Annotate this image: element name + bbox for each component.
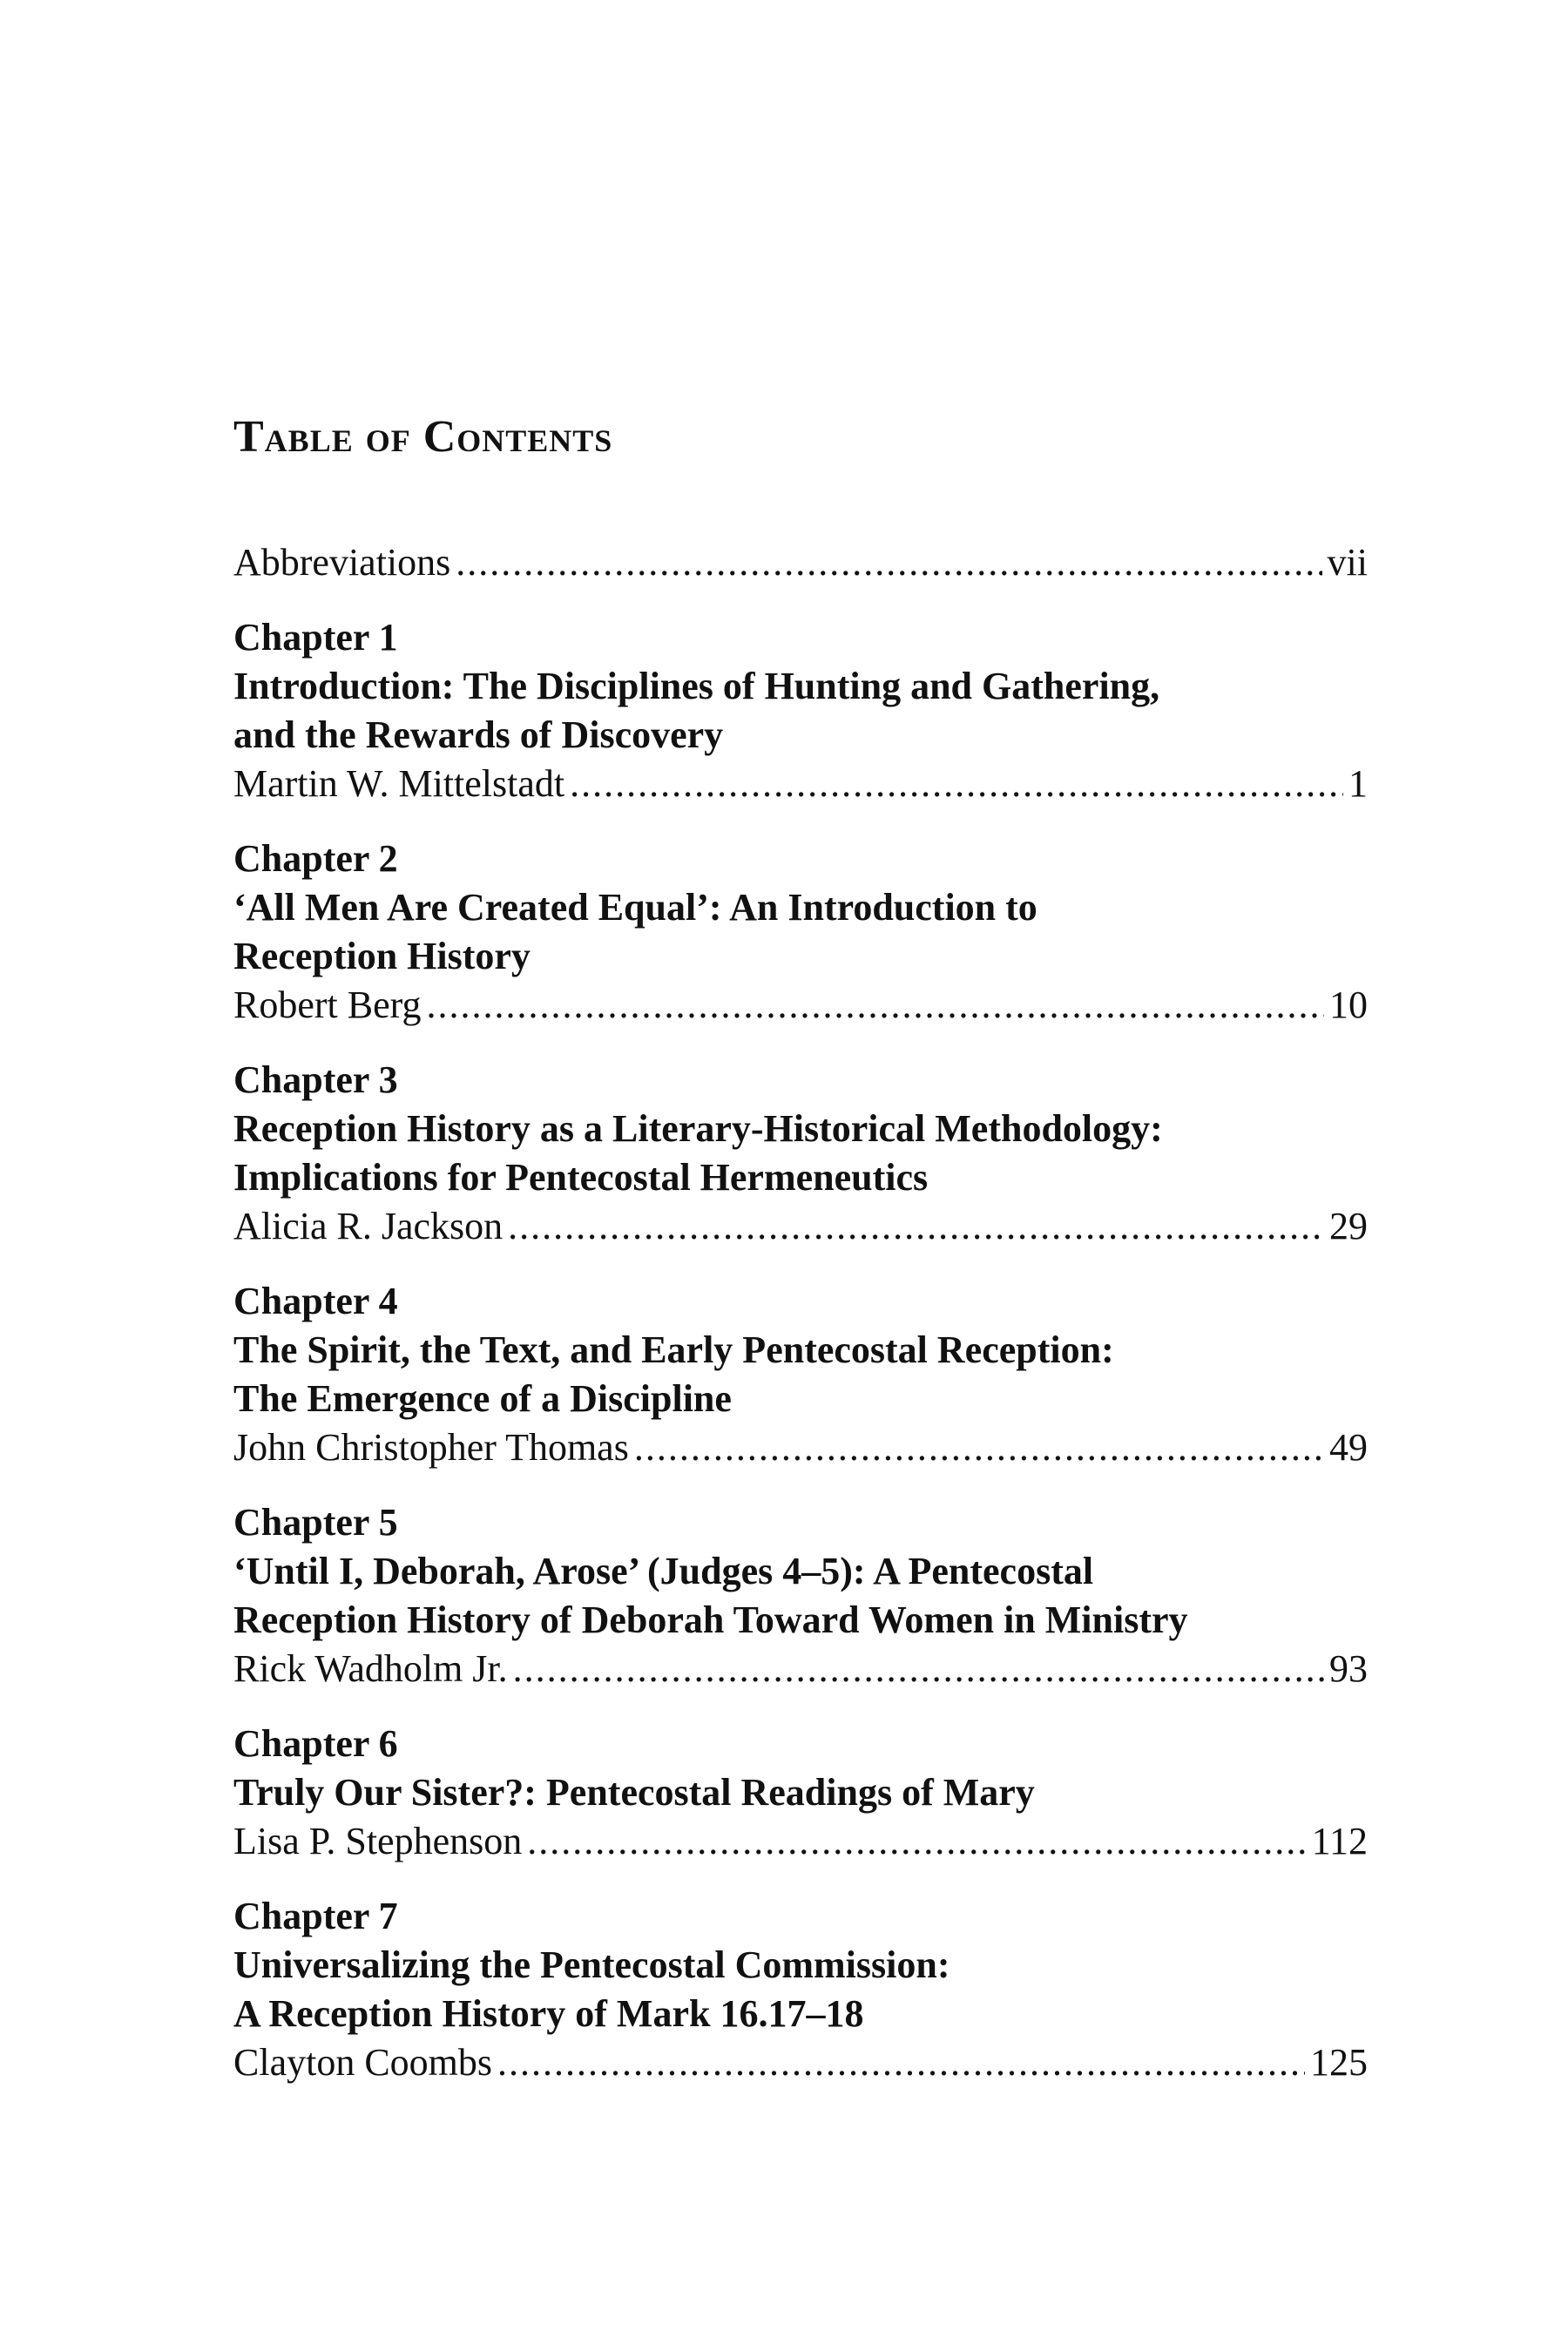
chapter-author: Rick Wadholm Jr.	[233, 1647, 508, 1690]
toc-entry-chapter-1[interactable]	[233, 613, 1368, 808]
toc-page	[233, 409, 1368, 2113]
dot-leader	[456, 538, 1321, 587]
chapter-title-line: Truly Our Sister?: Pentecostal Readings of Mary	[233, 1771, 1035, 1814]
page-number: 93	[1329, 1647, 1368, 1690]
dot-leader	[570, 760, 1343, 808]
dot-leader	[508, 1202, 1324, 1251]
leader-line	[233, 1817, 1368, 1866]
chapter-title-line: A Reception History of Mark 16.17–18	[233, 1992, 864, 2035]
toc-entry-chapter-5[interactable]	[233, 1498, 1368, 1693]
chapter-label: Chapter 3	[233, 1058, 398, 1101]
chapter-author: Robert Berg	[233, 983, 422, 1026]
dot-leader	[527, 1817, 1306, 1866]
toc-entry-chapter-7[interactable]	[233, 1892, 1368, 2087]
leader-line	[233, 760, 1368, 808]
toc-entry-chapter-6[interactable]	[233, 1720, 1368, 1866]
page-number: 112	[1311, 1820, 1368, 1862]
dot-leader	[497, 2038, 1305, 2087]
chapter-author: Alicia R. Jackson	[233, 1205, 504, 1247]
chapter-label: Chapter 7	[233, 1895, 398, 1937]
chapter-label: Chapter 5	[233, 1501, 398, 1544]
toc-entry-chapter-2[interactable]	[233, 835, 1368, 1030]
page-number: 29	[1329, 1205, 1368, 1247]
page-number: 49	[1329, 1426, 1368, 1469]
chapter-title-line: Universalizing the Pentecostal Commission:	[233, 1943, 950, 1986]
chapter-title-line: Reception History as a Literary-Historical Methodology:	[233, 1107, 1163, 1150]
chapter-author: Lisa P. Stephenson	[233, 1820, 523, 1862]
page-title: Table of Contents	[233, 412, 613, 462]
chapter-title-line: Reception History	[233, 935, 531, 977]
chapter-title-line: Implications for Pentecostal Hermeneutics	[233, 1156, 929, 1199]
dot-leader	[427, 981, 1325, 1030]
leader-line	[233, 981, 1368, 1030]
leader-line	[233, 538, 1368, 587]
leader-line	[233, 1202, 1368, 1251]
toc-entry-chapter-3[interactable]	[233, 1056, 1368, 1251]
chapter-title-line: ‘All Men Are Created Equal’: An Introduction to	[233, 886, 1037, 929]
leader-line	[233, 2038, 1368, 2087]
chapter-label: Chapter 6	[233, 1722, 398, 1765]
dot-leader	[513, 1645, 1324, 1693]
chapter-author: Clayton Coombs	[233, 2041, 493, 2084]
chapter-label: Chapter 1	[233, 616, 398, 659]
page-number: vii	[1327, 541, 1368, 584]
chapter-title-line: ‘Until I, Deborah, Arose’ (Judges 4–5): A Pentecostal	[233, 1550, 1094, 1592]
chapter-author: John Christopher Thomas	[233, 1426, 629, 1469]
entry-label: Abbreviations	[233, 541, 451, 584]
chapter-label: Chapter 4	[233, 1280, 398, 1322]
toc-entry-abbreviations[interactable]	[233, 538, 1368, 587]
chapter-title-line: The Emergence of a Discipline	[233, 1377, 732, 1420]
chapter-title-line: and the Rewards of Discovery	[233, 713, 724, 756]
leader-line	[233, 1645, 1368, 1693]
chapter-title-line: Reception History of Deborah Toward Women in Ministry	[233, 1598, 1188, 1641]
chapter-author: Martin W. Mittelstadt	[233, 762, 565, 805]
page-number: 125	[1310, 2041, 1368, 2084]
page-number: 10	[1329, 983, 1368, 1026]
page-number: 1	[1348, 762, 1368, 805]
chapter-title-line: The Spirit, the Text, and Early Pentecostal Reception:	[233, 1328, 1114, 1371]
toc-entry-chapter-4[interactable]	[233, 1277, 1368, 1472]
leader-line	[233, 1423, 1368, 1472]
chapter-label: Chapter 2	[233, 837, 398, 880]
dot-leader	[634, 1423, 1324, 1472]
chapter-title-line: Introduction: The Disciplines of Hunting and Gathering,	[233, 665, 1160, 707]
